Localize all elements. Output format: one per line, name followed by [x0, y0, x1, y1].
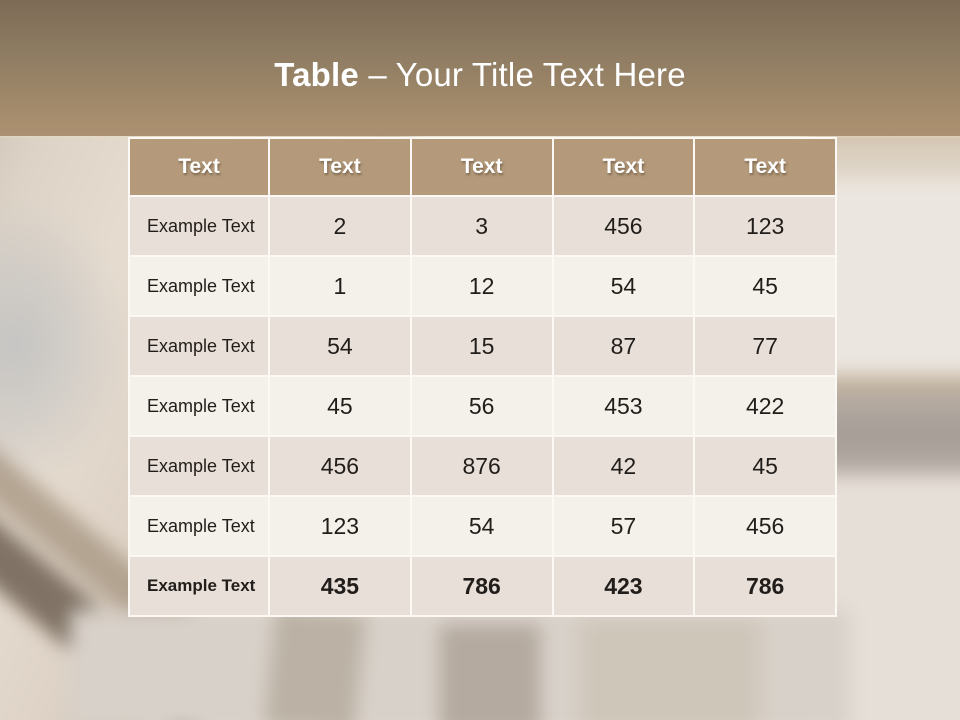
value-cell: 57 [553, 496, 695, 556]
value-cell: 453 [553, 376, 695, 436]
value-cell: 1 [269, 256, 411, 316]
bottom-wood-smudge-2 [440, 625, 540, 720]
bottom-wood-smudge-1 [264, 606, 366, 720]
data-table [128, 137, 837, 617]
value-cell: 87 [553, 316, 695, 376]
value-cell: 45 [694, 256, 836, 316]
row-label-cell: Example Text [129, 556, 269, 616]
row-label-cell: Example Text [129, 196, 269, 256]
data-table-container [128, 137, 837, 617]
value-cell: 54 [553, 256, 695, 316]
value-cell: 45 [694, 436, 836, 496]
value-cell: 435 [269, 556, 411, 616]
row-label-cell: Example Text [129, 376, 269, 436]
value-cell: 45 [269, 376, 411, 436]
value-cell: 123 [694, 196, 836, 256]
slide-title-rest: – Your Title Text Here [358, 56, 686, 93]
value-cell: 456 [694, 496, 836, 556]
slide-title [0, 0, 960, 136]
value-cell: 786 [694, 556, 836, 616]
table-row-total [129, 556, 836, 616]
value-cell: 786 [411, 556, 553, 616]
value-cell: 456 [553, 196, 695, 256]
value-cell: 12 [411, 256, 553, 316]
table-row [129, 256, 836, 316]
header-cell: Text [553, 138, 695, 196]
table-row [129, 376, 836, 436]
table-row [129, 436, 836, 496]
value-cell: 54 [411, 496, 553, 556]
value-cell: 423 [553, 556, 695, 616]
value-cell: 3 [411, 196, 553, 256]
header-cell: Text [269, 138, 411, 196]
header-cell: Text [411, 138, 553, 196]
value-cell: 42 [553, 436, 695, 496]
value-cell: 456 [269, 436, 411, 496]
table-row [129, 496, 836, 556]
header-cell: Text [694, 138, 836, 196]
bottom-wood-smudge-3 [580, 620, 760, 720]
table-header-row [129, 138, 836, 196]
row-label-cell: Example Text [129, 256, 269, 316]
value-cell: 422 [694, 376, 836, 436]
table-row [129, 316, 836, 376]
value-cell: 2 [269, 196, 411, 256]
table-row [129, 196, 836, 256]
gray-patch-left [0, 200, 130, 490]
value-cell: 54 [269, 316, 411, 376]
value-cell: 123 [269, 496, 411, 556]
header-cell: Text [129, 138, 269, 196]
value-cell: 56 [411, 376, 553, 436]
value-cell: 15 [411, 316, 553, 376]
row-label-cell: Example Text [129, 436, 269, 496]
slide-title-bold: Table [274, 56, 359, 93]
row-label-cell: Example Text [129, 496, 269, 556]
value-cell: 876 [411, 436, 553, 496]
value-cell: 77 [694, 316, 836, 376]
row-label-cell: Example Text [129, 316, 269, 376]
